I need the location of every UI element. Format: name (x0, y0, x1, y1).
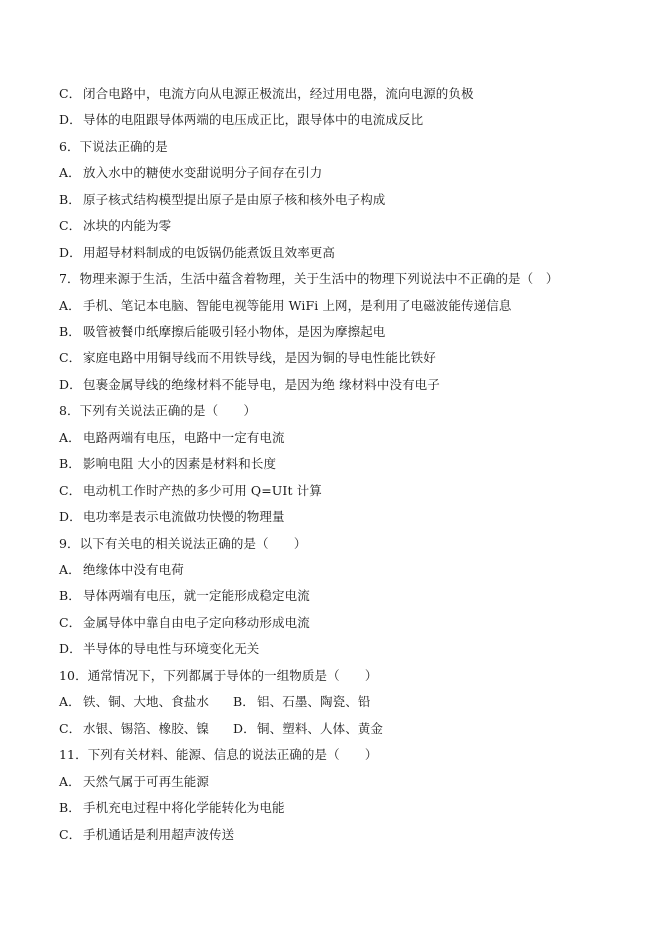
option-label: A． (59, 430, 81, 445)
option-line (59, 112, 423, 128)
question-text: 10．通常情况下，下列都属于导体的一组物质是（ ） (59, 668, 378, 683)
option-text: 电功率是表示电流做功快慢的物理量 (83, 509, 285, 524)
option-text: 手机通话是利用超声波传送 (83, 827, 235, 842)
option-label: C． (59, 721, 82, 736)
question-stem (59, 536, 306, 552)
option-text: 铜、塑料、人体、黄金 (257, 721, 384, 736)
option-label: A． (59, 298, 81, 313)
question-stem (59, 403, 256, 419)
option-text: 闭合电路中，电流方向从电源正极流出，经过用电器，流向电源的负极 (83, 86, 474, 101)
option-label: B． (59, 324, 81, 339)
question-stem (59, 271, 558, 287)
option-text: 绝缘体中没有电荷 (83, 562, 184, 577)
option-text: 导体的电阻跟导体两端的电压成正比，跟导体中的电流成反比 (83, 112, 424, 127)
option-line (59, 245, 335, 261)
question-text: 8．下列有关说法正确的是（ ） (59, 403, 257, 418)
option-line (59, 641, 259, 657)
option-text: 家庭电路中用铜导线而不用铁导线，是因为铜的导电性能比铁好 (83, 350, 436, 365)
option-text: 放入水中的糖使水变甜说明分子间存在引力 (83, 165, 323, 180)
option-text: 电动机工作时产热的多少可用 Q=UIt 计算 (83, 483, 322, 498)
option-line (59, 509, 285, 525)
option-label: D． (59, 112, 82, 127)
option-label: A． (59, 562, 81, 577)
question-text: 9．以下有关电的相关说法正确的是（ ） (59, 536, 307, 551)
option-text: 吸管被餐巾纸摩擦后能吸引轻小物体，是因为摩擦起电 (83, 324, 386, 339)
option-line (59, 165, 322, 181)
option-text: 手机、笔记本电脑、智能电视等能用 WiFi 上网，是利用了电磁波能传递信息 (83, 298, 512, 313)
question-text: 7．物理来源于生活，生活中蕴含着物理，关于生活中的物理下列说法中不正确的是（ ） (59, 271, 559, 286)
option-text: 原子核式结构模型提出原子是由原子核和核外电子构成 (83, 192, 386, 207)
option-label: D． (59, 245, 82, 260)
option-text: 铁、铜、大地、食盐水 (83, 694, 210, 709)
option-text: 影响电阻 大小的因素是材料和长度 (83, 456, 277, 471)
option-label: A． (59, 774, 81, 789)
option-label: D． (59, 641, 82, 656)
option-label: A． (59, 694, 81, 709)
option-line (59, 588, 310, 604)
option-label: C． (59, 615, 82, 630)
option-label: D． (59, 509, 82, 524)
option-text: 天然气属于可再生能源 (83, 774, 210, 789)
option-line (59, 350, 436, 366)
question-stem (59, 747, 378, 763)
option-text: 铝、石墨、陶瓷、铅 (257, 694, 371, 709)
option-line (59, 86, 474, 102)
option-line (59, 827, 234, 843)
option-line (59, 774, 209, 790)
option-text: 包裹金属导线的绝缘材料不能导电，是因为绝 缘材料中没有电子 (83, 377, 440, 392)
option-label: C． (59, 218, 82, 233)
question-stem (59, 668, 378, 684)
option-text: 用超导材料制成的电饭锅仍能煮饭且效率更高 (83, 245, 336, 260)
option-label: A． (59, 165, 81, 180)
option-line (59, 218, 171, 234)
question-stem (59, 139, 168, 155)
option-label: C． (59, 350, 82, 365)
option-text: 冰块的内能为零 (83, 218, 172, 233)
option-line (59, 324, 385, 340)
question-text: 11．下列有关材料、能源、信息的说法正确的是（ ） (59, 747, 378, 762)
option-text: 电路两端有电压，电路中一定有电流 (83, 430, 285, 445)
option-label: C． (59, 827, 82, 842)
option-pair-line (59, 721, 383, 737)
option-line (59, 456, 276, 472)
option-line (59, 192, 385, 208)
option-label: C． (59, 86, 82, 101)
option-text: 手机充电过程中将化学能转化为电能 (83, 800, 285, 815)
option-label: B． (233, 694, 255, 709)
option-label: B． (59, 456, 81, 471)
option-text: 金属导体中靠自由电子定向移动形成电流 (83, 615, 310, 630)
option-label: D． (59, 377, 82, 392)
option-line (59, 430, 285, 446)
option-label: D． (233, 721, 256, 736)
option-line (59, 483, 322, 499)
option-label: B． (59, 800, 81, 815)
option-line (59, 615, 310, 631)
option-line (59, 377, 440, 393)
option-line (59, 298, 511, 314)
option-pair-line (59, 694, 370, 710)
option-label: B． (59, 192, 81, 207)
option-line (59, 800, 285, 816)
option-label: B． (59, 588, 81, 603)
option-text: 半导体的导电性与环境变化无关 (83, 641, 260, 656)
option-text: 水银、锡箔、橡胶、镍 (83, 721, 210, 736)
question-text: 6．下说法正确的是 (59, 139, 168, 154)
option-label: C． (59, 483, 82, 498)
option-text: 导体两端有电压，就一定能形成稳定电流 (83, 588, 310, 603)
option-line (59, 562, 184, 578)
